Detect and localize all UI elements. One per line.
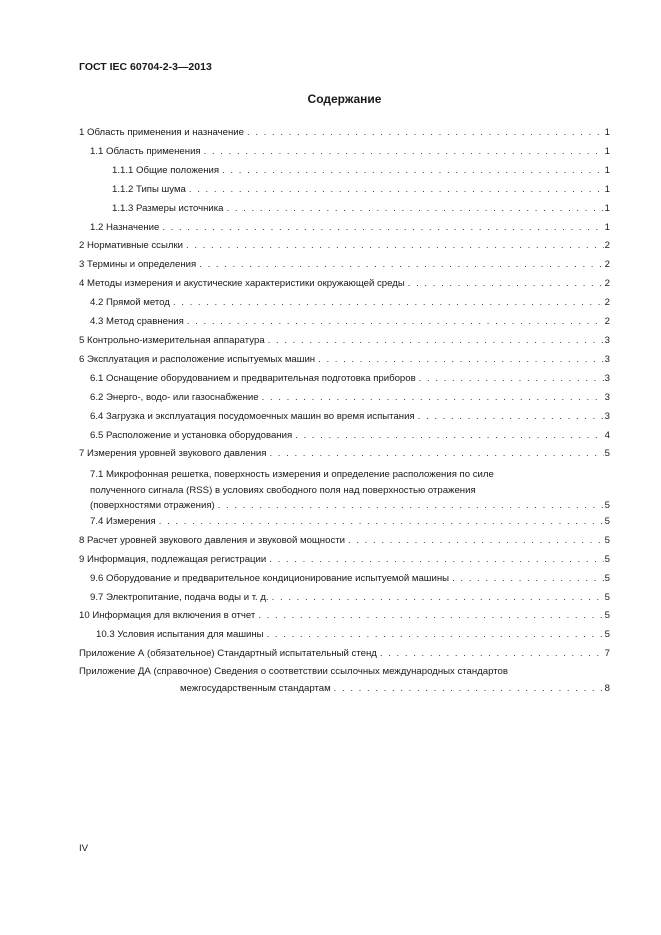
toc-entry-7-1-line2: полученного сигнала (RSS) в условиях свободного поля над поверхностью отражения: [90, 484, 476, 496]
toc-annex-da-line2: межгосударственным стандартам: [180, 682, 331, 694]
toc-entry-10[interactable]: 10 Информация для включения в отчет . . . 5: [79, 607, 610, 626]
toc-entry-4[interactable]: 4 Методы измерения и акустические характеристики окружающей среды . . . 2: [79, 275, 610, 294]
toc-entry-1-1-2[interactable]: 1.1.2 Типы шума . . . 1: [79, 181, 610, 200]
toc-entry-9-7[interactable]: 9.7 Электропитание, подача воды и т. д. . . . 5: [79, 589, 610, 608]
toc-entry-9-6[interactable]: 9.6 Оборудование и предварительное кондиционирование испытуемой машины . . . 5: [79, 570, 610, 589]
table-of-contents: [79, 124, 610, 697]
toc-entry-6[interactable]: 6 Эксплуатация и расположение испытуемых машин . . . 3: [79, 351, 610, 370]
toc-entry-7-1[interactable]: [79, 467, 610, 513]
toc-entry-1-2[interactable]: 1.2 Назначение . . . 1: [79, 219, 610, 238]
toc-entry-4-3[interactable]: 4.3 Метод сравнения . . . 2: [79, 313, 610, 332]
toc-entry-7[interactable]: 7 Измерения уровней звукового давления . . . 5: [79, 445, 610, 464]
toc-entry-6-2[interactable]: 6.2 Энерго-, водо- или газоснабжение . . . 3: [79, 389, 610, 408]
toc-entry-7-1-page: 5: [604, 499, 610, 511]
toc-entry-1-1-3[interactable]: 1.1.3 Размеры источника . . . 1: [79, 200, 610, 219]
toc-entry-1-1[interactable]: 1.1 Область применения . . . 1: [79, 143, 610, 162]
toc-entry-4-2[interactable]: 4.2 Прямой метод . . . 2: [79, 294, 610, 313]
toc-entry-8[interactable]: 8 Расчет уровней звукового давления и звуковой мощности . . . 5: [79, 532, 610, 551]
toc-entry-6-5[interactable]: 6.5 Расположение и установка оборудования . . . 4: [79, 427, 610, 446]
toc-entry-6-1[interactable]: 6.1 Оснащение оборудованием и предварительная подготовка приборов . . . 3: [79, 370, 610, 389]
toc-entry-10-3[interactable]: 10.3 Условия испытания для машины . . . 5: [79, 626, 610, 645]
toc-entry-2[interactable]: 2 Нормативные ссылки . . . 2: [79, 237, 610, 256]
toc-entry-6-4[interactable]: 6.4 Загрузка и эксплуатация посудомоечных машин во время испытания . . . 3: [79, 408, 610, 427]
toc-entry-7-4[interactable]: 7.4 Измерения . . . 5: [79, 513, 610, 532]
toc-annex-da-line1: Приложение ДА (справочное) Сведения о соответствии ссылочных международных стандартов: [79, 666, 508, 678]
toc-entry-7-1-line1: 7.1 Микрофонная решетка, поверхность измерения и определение расположения по силе: [90, 469, 494, 481]
toc-entry-9[interactable]: 9 Информация, подлежащая регистрации . . . 5: [79, 551, 610, 570]
toc-annex-da-page: 8: [604, 682, 610, 694]
toc-entry-1-1-1[interactable]: 1.1.1 Общие положения . . . 1: [79, 162, 610, 181]
toc-annex-da[interactable]: [79, 664, 610, 697]
toc-entry-3[interactable]: 3 Термины и определения . . . 2: [79, 256, 610, 275]
page-number: IV: [79, 843, 89, 854]
toc-annex-a[interactable]: Приложение А (обязательное) Стандартный испытательный стенд . . . 7: [79, 645, 610, 664]
page-title: Содержание: [307, 92, 382, 106]
toc-entry-7-1-line3: (поверхностями отражения): [90, 499, 215, 511]
document-header: ГОСТ IEC 60704-2-3—2013: [79, 61, 212, 73]
toc-entry-5[interactable]: 5 Контрольно-измерительная аппаратура . . . 3: [79, 332, 610, 351]
toc-entry-1[interactable]: 1 Область применения и назначение . . . 1: [79, 124, 610, 143]
